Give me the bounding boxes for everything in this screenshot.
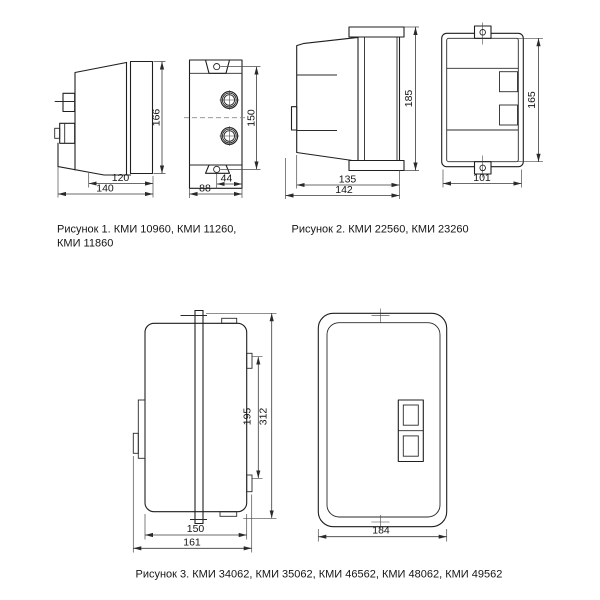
dim-185 (403, 27, 419, 171)
left-notch (292, 107, 297, 130)
body-section-lines (297, 75, 337, 131)
figure-2-front-view (442, 23, 543, 188)
dimension-value-135: 135 (338, 173, 357, 186)
dimension-value-88: 88 (199, 182, 211, 195)
dimension-value-44: 44 (220, 172, 233, 185)
top-center-mark (372, 309, 390, 323)
dim-88 (190, 183, 243, 199)
button-center-mark (219, 90, 239, 110)
figure-1-caption-line-2: КМИ 11860 (57, 237, 114, 250)
bottom-flange (349, 161, 404, 171)
figure-2-side-view (286, 27, 420, 199)
lower-terminal (60, 123, 75, 143)
figure-3-side-view (133, 311, 276, 553)
housing-front-inner (447, 38, 519, 161)
dim-140 (58, 167, 153, 198)
housing-section-lines (447, 68, 519, 130)
enclosure-body (145, 323, 247, 511)
lower-right-tab (247, 475, 252, 492)
dimension-value-140: 140 (96, 182, 114, 195)
figure-1-caption-line-1: Рисунок 1. КМИ 10960, КМИ 11260, (57, 223, 237, 236)
dimension-value-165: 165 (526, 91, 539, 109)
plate-inner-lines (365, 37, 398, 161)
enclosure-front-outer (318, 313, 446, 526)
dimension-value-312: 312 (257, 407, 270, 426)
lower-button-window (403, 436, 418, 456)
dimension-value-120: 120 (111, 172, 130, 184)
housing-front-outer (442, 33, 524, 166)
mounting-bar (195, 311, 203, 524)
dimension-value-184: 184 (372, 524, 390, 537)
figure-2 (286, 23, 544, 200)
upper-button-window (403, 405, 418, 425)
left-tab (138, 400, 145, 458)
upper-terminal (63, 93, 75, 111)
figure-1-front-view (184, 60, 261, 198)
housing-section-lines (190, 73, 243, 165)
top-flange (349, 27, 404, 37)
lower-button (219, 126, 239, 146)
figure-1 (55, 60, 261, 198)
dimension-value-185: 185 (403, 89, 416, 108)
figure-3-caption: Рисунок 3. КМИ 34062, КМИ 35062, КМИ 46562, КМИ 48062, КМИ 49562 (135, 568, 503, 581)
figure-3-front-view (318, 309, 446, 542)
dimension-value-150: 150 (186, 523, 205, 535)
upper-window (500, 72, 518, 92)
front-plate (131, 62, 153, 174)
dimension-value-166: 166 (150, 108, 163, 127)
dimension-value-161: 161 (183, 536, 201, 549)
left-tab-outer (133, 433, 138, 453)
dimension-value-195: 195 (241, 407, 254, 426)
dim-161 (133, 456, 251, 553)
contactor-body-outline (58, 63, 131, 176)
dim-101 (443, 170, 522, 188)
top-edge-tab (222, 318, 237, 323)
button-block (398, 400, 423, 462)
figure-3 (133, 309, 446, 553)
dimension-value-101: 101 (473, 172, 491, 184)
figure-2-caption: Рисунок 2. КМИ 22560, КМИ 23260 (291, 223, 469, 236)
dimension-value-150: 150 (245, 109, 258, 127)
upper-right-tab (247, 353, 252, 368)
figure-1-side-view (55, 62, 166, 198)
lower-window (500, 105, 518, 125)
contactor-body-outline (297, 37, 358, 161)
bottom-edge-tab (220, 512, 237, 517)
lower-terminal-clamp (55, 128, 60, 138)
upper-button (219, 90, 239, 110)
button-center-mark (219, 126, 239, 146)
dimension-value-142: 142 (335, 184, 353, 196)
